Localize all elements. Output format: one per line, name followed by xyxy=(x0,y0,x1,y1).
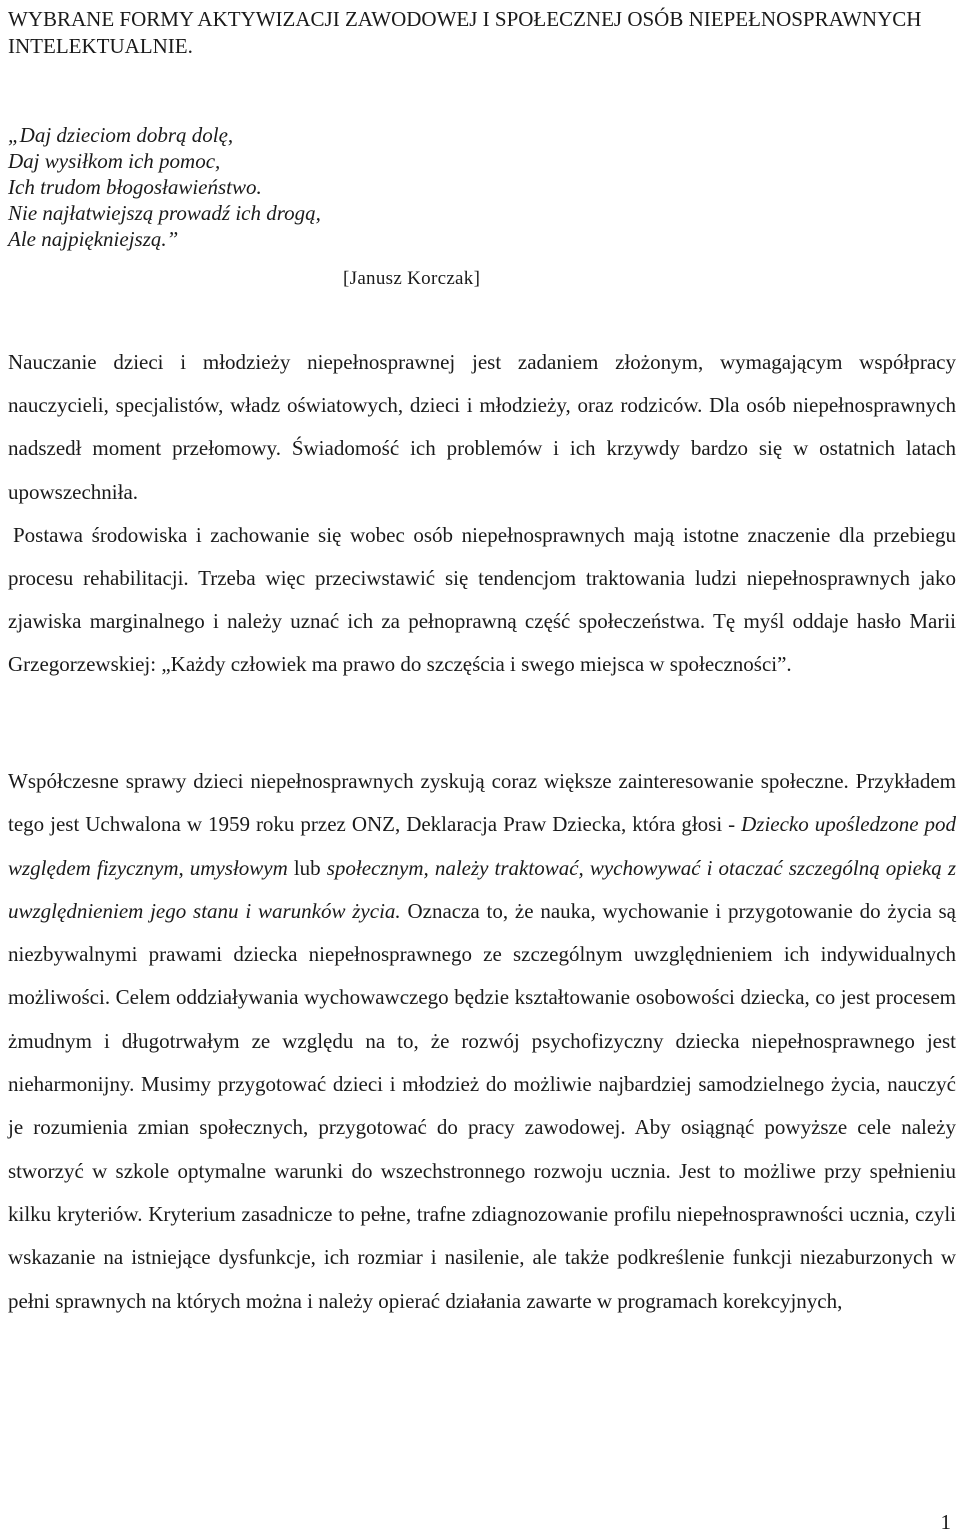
motto-line: Ich trudom błogosławieństwo. xyxy=(8,175,262,199)
motto-line: Ale najpiękniejszą.” xyxy=(8,227,179,251)
paragraph-intro xyxy=(8,341,956,687)
paragraph-intro-part1: Nauczanie dzieci i młodzieży niepełnosprawnej jest zadaniem złożonym, wymagającym współpracy nauczycieli, specjalistów, władz oświatowych, dzieci i młodzieży, oraz rodziców. Dla osób niepełnosprawnych nadszedł moment przełomowy. Świadomość ich problemów i ich krzywdy bardzo się w ostatnich latach upowszechniła. xyxy=(8,350,956,504)
paragraph-main-text-a: Współczesne sprawy dzieci niepełnosprawnych zyskują coraz większe zainteresowanie społeczne. Przykładem tego jest Uchwalona w 1959 roku przez ONZ, Deklaracja Praw Dziecka, która głosi - xyxy=(8,769,956,837)
paragraph-main-italic-a: Dziecko upośledzone pod względem fizycznym, umysłowym xyxy=(8,812,956,880)
paragraph-intro-part2: Postawa środowiska i zachowanie się wobec osób niepełnosprawnych mają istotne znaczenie dla przebiegu procesu rehabilitacji. Trzeba więc przeciwstawić się tendencjom traktowania ludzi niepełnosprawnych jako zjawiska marginalnego i należy uznać ich za pełnoprawną część społeczeństwa. Tę myśl oddaje hasło Marii Grzegorzewskiej: „Każdy człowiek ma prawo do szczęścia i swego miejsca w społeczności”. xyxy=(8,522,956,677)
motto-line: „Daj dzieciom dobrą dolę, xyxy=(8,123,234,147)
paragraph-main-text-c: Oznacza to, że nauka, wychowanie i przygotowanie do życia są niezbywalnymi prawami dziecka niepełnosprawnego ze szczególnym uwzględnieniem ich indywidualnych możliwości. Celem oddziaływania wychowawczego będzie kształtowanie osobowości dziecka, co jest procesem żmudnym i długotrwałym ze względu na to, że rozwój psychofizyczny dziecka niepełnosprawnego jest nieharmonijny. Musimy przygotować dzieci i młodzież do możliwie najbardziej samodzielnego życia, nauczyć je rozumienia zmian społecznych, przygotować do pracy zawodowej. Aby osiągnąć powyższe cele należy stworzyć w szkole optymalne warunki do wszechstronnego rozwoju ucznia. Jest to możliwe przy spełnieniu kilku kryteriów. Kryterium zasadnicze to pełne, trafne zdiagnozowanie profilu niepełnosprawności ucznia, czyli wskazanie na istniejące dysfunkcje, ich rozmiar i nasilenie, ale także podkreślenie funkcji niezaburzonych w pełni sprawnych na których można i należy opierać działania zawarte w programach korekcyjnych, xyxy=(8,898,956,1313)
paragraph-main xyxy=(8,760,956,1323)
paragraph-main-text-b: lub xyxy=(287,855,327,880)
motto-line: Nie najłatwiejszą prowadź ich drogą, xyxy=(8,201,321,225)
motto-author: [Janusz Korczak] xyxy=(343,268,481,289)
document-title: WYBRANE FORMY AKTYWIZACJI ZAWODOWEJ I SPOŁECZNEJ OSÓB NIEPEŁNOSPRAWNYCH INTELEKTUALNIE. xyxy=(8,7,922,58)
page-number: 1 xyxy=(940,1510,951,1534)
paragraph-main-italic-b: społecznym, należy traktować, wychowywać i otaczać szczególną opieką z uwzględnieniem jego stanu i warunków życia. xyxy=(8,855,956,923)
motto-line: Daj wysiłkom ich pomoc, xyxy=(8,149,221,173)
motto-quote xyxy=(8,122,708,252)
